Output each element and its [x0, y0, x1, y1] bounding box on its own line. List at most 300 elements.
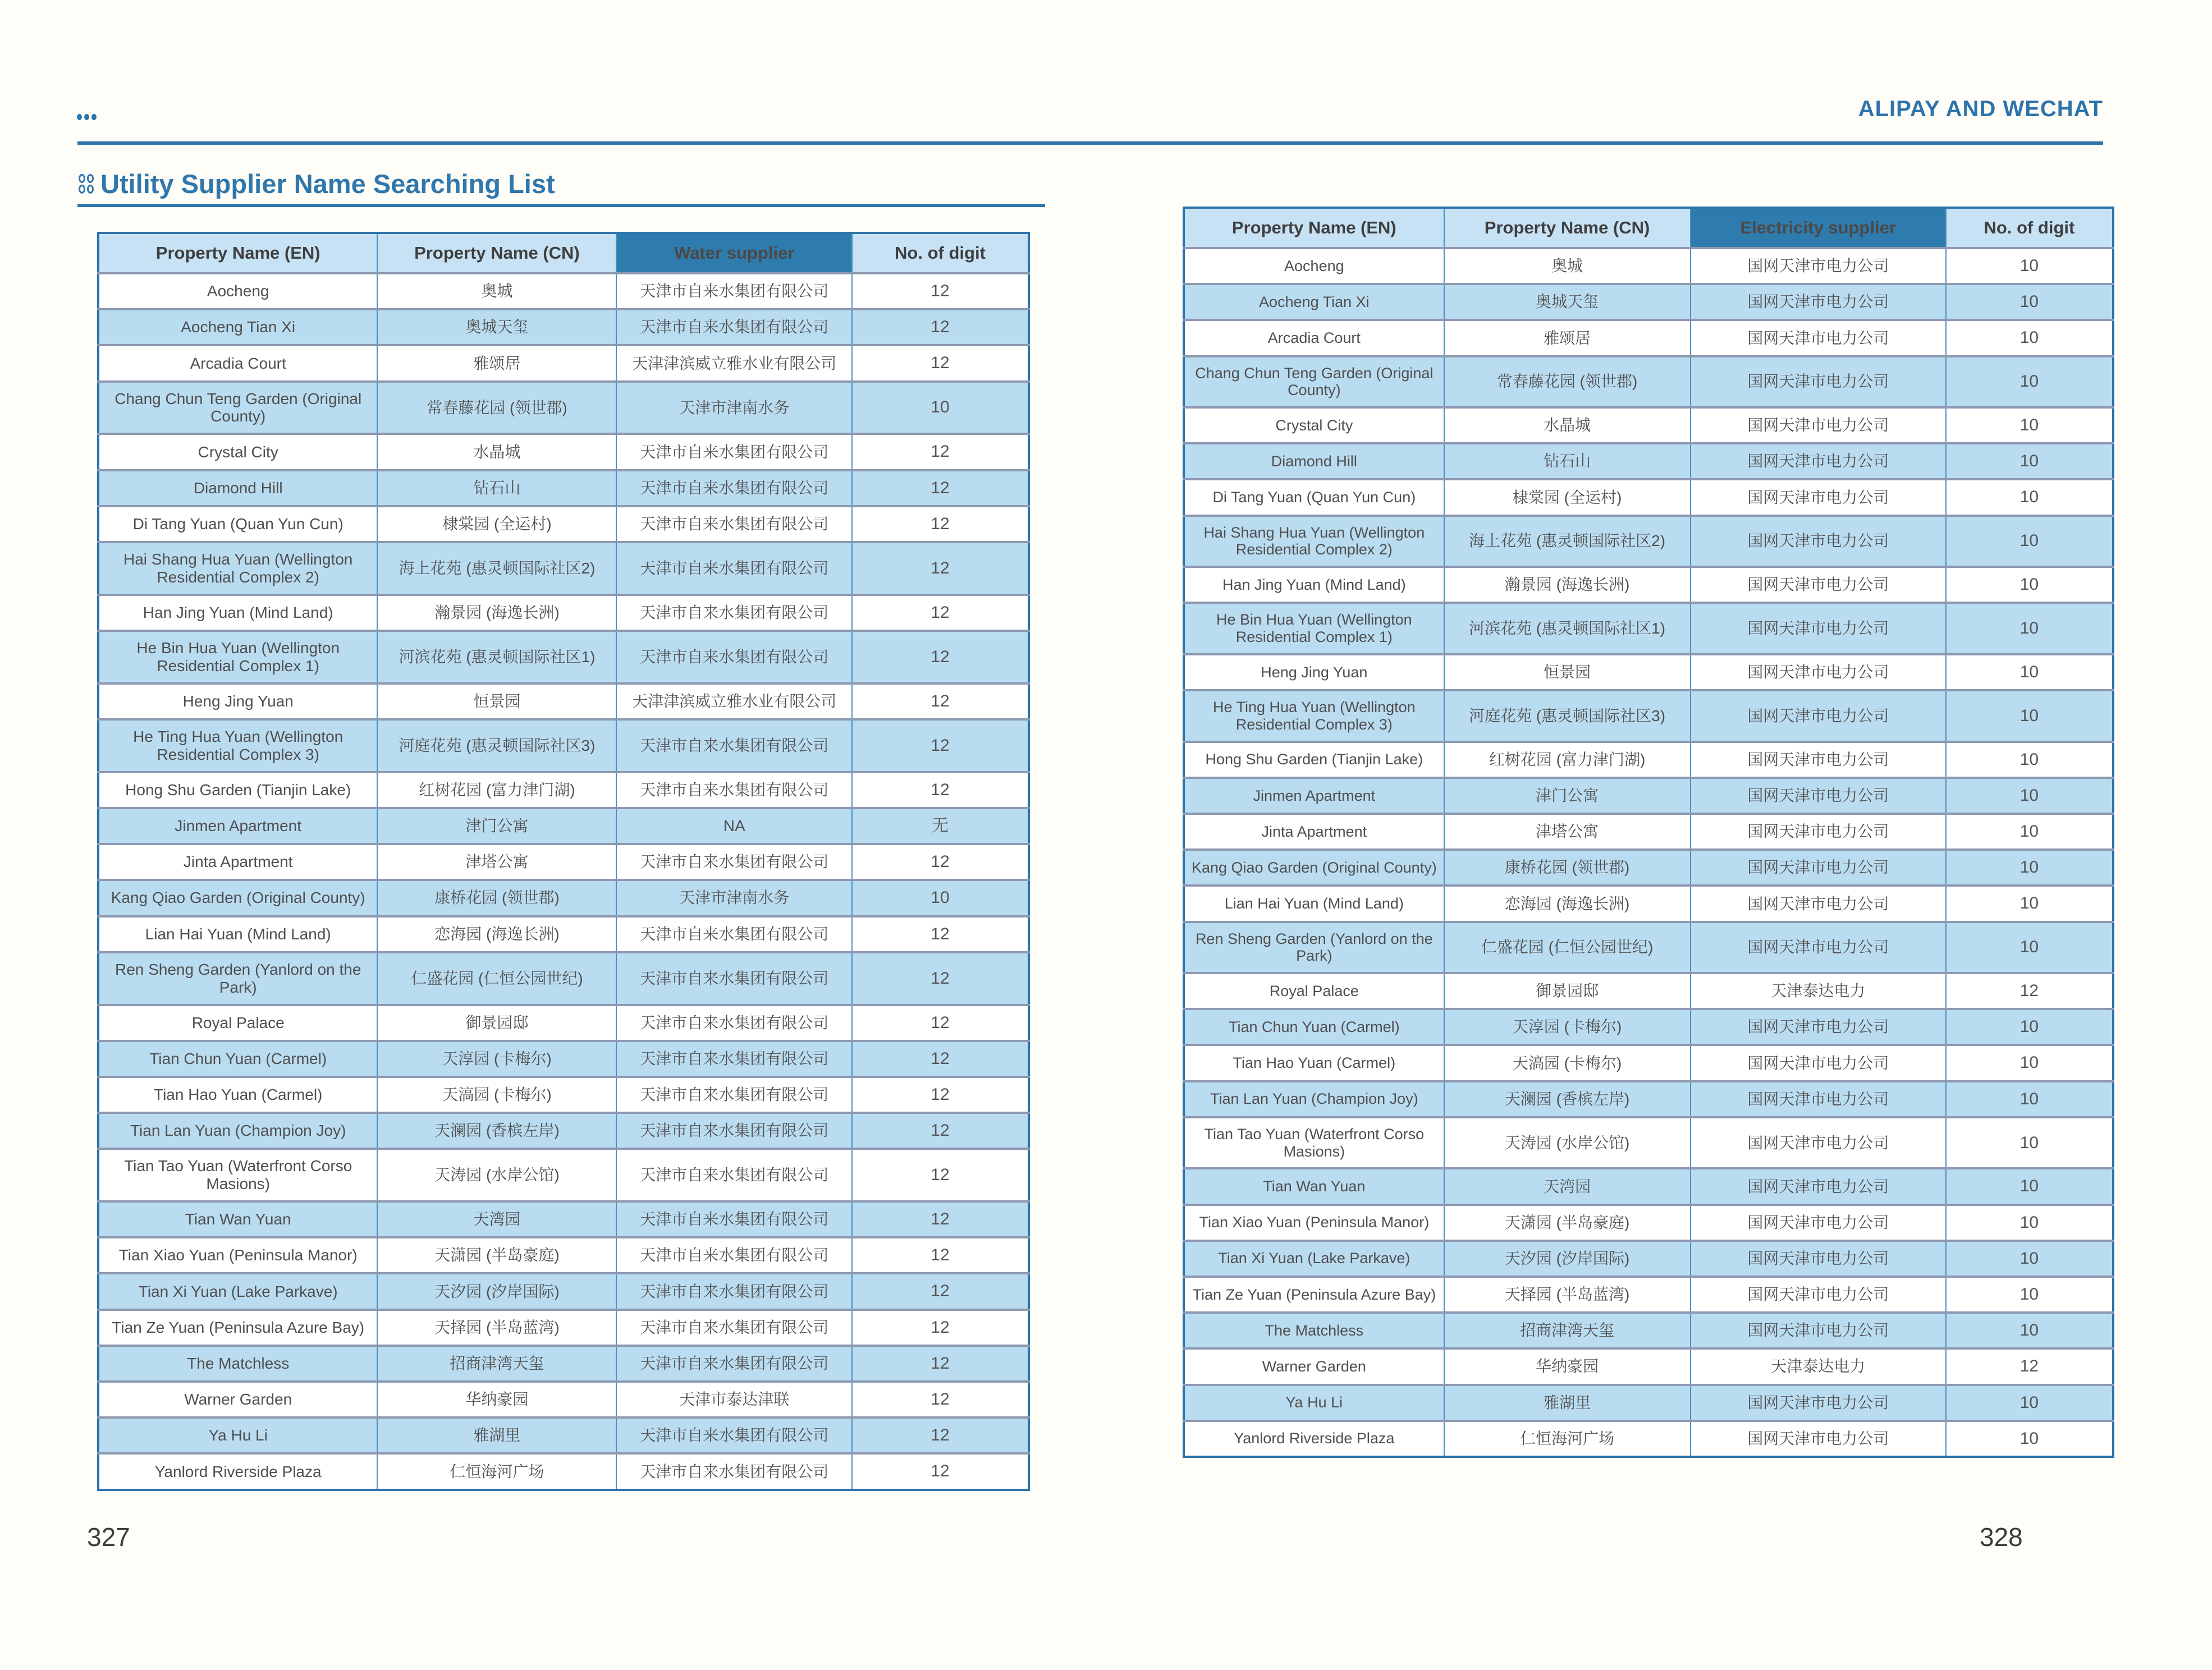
cell-property-en: Tian Chun Yuan (Carmel) [1184, 1009, 1444, 1045]
cell-supplier: 国网天津市电力公司 [1691, 886, 1946, 921]
cell-property-cn: 天澜园 (香槟左岸) [1444, 1081, 1691, 1117]
table-row [98, 542, 1029, 595]
table-row [1184, 284, 2113, 320]
cell-supplier: 国网天津市电力公司 [1691, 1421, 1946, 1457]
cell-digits: 12 [852, 470, 1029, 506]
cell-property-cn: 常春藤花园 (领世郡) [1444, 356, 1691, 408]
table-row [1184, 922, 2113, 974]
cell-property-en: Hong Shu Garden (Tianjin Lake) [98, 772, 377, 808]
cell-supplier: 天津市自来水集团有限公司 [616, 542, 851, 595]
table-row [98, 1149, 1029, 1201]
cell-property-cn: 恋海园 (海逸长洲) [1444, 886, 1691, 921]
cell-digits: 10 [1946, 778, 2113, 814]
cell-property-en: Tian Ze Yuan (Peninsula Azure Bay) [98, 1310, 377, 1346]
cell-property-cn: 棣棠园 (全运村) [1444, 479, 1691, 515]
page-number-left: 327 [87, 1522, 130, 1552]
table-row [98, 1237, 1029, 1273]
cell-supplier: 天津津滨威立雅水业有限公司 [616, 683, 851, 719]
cell-supplier: 天津市自来水集团有限公司 [616, 1149, 851, 1201]
cell-supplier: 国网天津市电力公司 [1691, 814, 1946, 850]
cell-supplier: 国网天津市电力公司 [1691, 1277, 1946, 1313]
cell-digits: 10 [1946, 1009, 2113, 1045]
cell-supplier: 国网天津市电力公司 [1691, 1241, 1946, 1277]
cell-property-cn: 天涛园 (水岸公馆) [1444, 1117, 1691, 1169]
table-row [98, 470, 1029, 506]
table-row [1184, 1421, 2113, 1457]
cell-supplier: 国网天津市电力公司 [1691, 407, 1946, 443]
table-row [98, 952, 1029, 1005]
table-row [1184, 443, 2113, 479]
table-row [98, 309, 1029, 345]
page-title: Utility Supplier Name Searching List [100, 169, 555, 199]
cell-supplier: 国网天津市电力公司 [1691, 567, 1946, 603]
cell-digits: 12 [852, 772, 1029, 808]
section-title-row [79, 168, 555, 199]
cell-supplier: 天津市津南水务 [616, 382, 851, 434]
cell-supplier: 天津泰达电力 [1691, 1348, 1946, 1384]
cell-property-en: Tian Tao Yuan (Waterfront Corso Masions) [98, 1149, 377, 1201]
table-row [98, 1077, 1029, 1113]
cell-property-en: Tian Ze Yuan (Peninsula Azure Bay) [1184, 1277, 1444, 1313]
cell-property-en: The Matchless [98, 1346, 377, 1382]
cell-property-cn: 河滨花苑 (惠灵顿国际社区1) [1444, 603, 1691, 654]
cell-digits: 10 [1946, 407, 2113, 443]
cell-digits: 12 [852, 1113, 1029, 1149]
cell-property-cn: 仁恒海河广场 [377, 1453, 616, 1489]
table-row [98, 880, 1029, 916]
cell-property-cn: 海上花苑 (惠灵顿国际社区2) [377, 542, 616, 595]
table-row [1184, 1117, 2113, 1169]
cell-property-cn: 河滨花苑 (惠灵顿国际社区1) [377, 631, 616, 683]
cell-digits: 无 [852, 808, 1029, 844]
table-row [98, 506, 1029, 542]
electricity-table-header [1184, 208, 2113, 248]
table-row [1184, 567, 2113, 603]
cell-property-cn: 天汐园 (汐岸国际) [1444, 1241, 1691, 1277]
table-row [98, 844, 1029, 880]
cell-property-cn: 华纳豪园 [377, 1382, 616, 1417]
cell-digits: 12 [852, 506, 1029, 542]
cell-digits: 10 [1946, 850, 2113, 886]
cell-property-en: Ren Sheng Garden (Yanlord on the Park) [1184, 922, 1444, 974]
table-row [1184, 778, 2113, 814]
cell-property-cn: 雅湖里 [377, 1417, 616, 1453]
cell-property-cn: 奥城 [377, 273, 616, 309]
column-header-supplier: Water supplier [616, 233, 851, 273]
cell-digits: 10 [1946, 567, 2113, 603]
header-row [98, 233, 1029, 273]
table-row [98, 772, 1029, 808]
table-row [98, 1417, 1029, 1453]
cell-digits: 10 [1946, 1117, 2113, 1169]
cell-supplier: 国网天津市电力公司 [1691, 690, 1946, 742]
cell-property-en: Aocheng Tian Xi [1184, 284, 1444, 320]
cell-property-cn: 天择园 (半岛蓝湾) [1444, 1277, 1691, 1313]
cell-digits: 10 [1946, 1277, 2113, 1313]
table-row [1184, 1277, 2113, 1313]
column-header-digits: No. of digit [852, 233, 1029, 273]
cell-property-cn: 天潇园 (半岛豪庭) [1444, 1205, 1691, 1241]
column-header-supplier: Electricity supplier [1691, 208, 1946, 248]
column-header-cn: Property Name (CN) [1444, 208, 1691, 248]
cell-digits: 10 [1946, 1313, 2113, 1348]
water-table-header [98, 233, 1029, 273]
cell-property-cn: 天湾园 [1444, 1168, 1691, 1204]
cell-property-cn: 奥城天玺 [1444, 284, 1691, 320]
header-row [1184, 208, 2113, 248]
cell-digits: 10 [1946, 320, 2113, 356]
cell-property-cn: 天涛园 (水岸公馆) [377, 1149, 616, 1201]
cell-supplier: 天津市自来水集团有限公司 [616, 952, 851, 1005]
cell-supplier: 天津市自来水集团有限公司 [616, 273, 851, 309]
cell-digits: 12 [852, 309, 1029, 345]
cell-supplier: 国网天津市电力公司 [1691, 1117, 1946, 1169]
table-row [1184, 1009, 2113, 1045]
cell-supplier: 天津市自来水集团有限公司 [616, 1077, 851, 1113]
cell-property-en: Hai Shang Hua Yuan (Wellington Residential Complex 2) [98, 542, 377, 595]
cell-property-cn: 奥城天玺 [377, 309, 616, 345]
cell-digits: 12 [852, 1453, 1029, 1489]
cell-property-en: Hai Shang Hua Yuan (Wellington Residential Complex 2) [1184, 516, 1444, 567]
table-row [1184, 320, 2113, 356]
cell-digits: 10 [1946, 690, 2113, 742]
cell-digits: 12 [852, 595, 1029, 631]
cell-digits: 10 [1946, 1385, 2113, 1421]
cell-digits: 12 [852, 719, 1029, 772]
cell-property-en: Han Jing Yuan (Mind Land) [98, 595, 377, 631]
table-row [1184, 1045, 2113, 1081]
cell-supplier: NA [616, 808, 851, 844]
cell-digits: 12 [852, 542, 1029, 595]
cell-digits: 12 [852, 683, 1029, 719]
table-row [98, 595, 1029, 631]
cell-property-cn: 天湾园 [377, 1201, 616, 1237]
cell-supplier: 国网天津市电力公司 [1691, 320, 1946, 356]
cell-digits: 12 [852, 631, 1029, 683]
cell-property-en: Chang Chun Teng Garden (Original County) [1184, 356, 1444, 408]
cell-property-cn: 钻石山 [1444, 443, 1691, 479]
cell-digits: 12 [852, 1077, 1029, 1113]
cell-property-en: Tian Hao Yuan (Carmel) [1184, 1045, 1444, 1081]
cell-property-en: Aocheng [1184, 248, 1444, 284]
cell-digits: 12 [852, 916, 1029, 952]
cell-supplier: 天津津滨威立雅水业有限公司 [616, 345, 851, 381]
cell-digits: 12 [852, 1149, 1029, 1201]
cell-property-en: Arcadia Court [98, 345, 377, 381]
cell-supplier: 天津市自来水集团有限公司 [616, 772, 851, 808]
cell-property-cn: 天滈园 (卡梅尔) [1444, 1045, 1691, 1081]
ellipsis-icon [77, 114, 97, 120]
cell-supplier: 天津市自来水集团有限公司 [616, 434, 851, 470]
cell-property-en: Tian Lan Yuan (Champion Joy) [1184, 1081, 1444, 1117]
table-row [1184, 1313, 2113, 1348]
table-row [1184, 407, 2113, 443]
cell-property-en: Aocheng [98, 273, 377, 309]
cell-property-cn: 仁盛花园 (仁恒公园世纪) [1444, 922, 1691, 974]
cell-supplier: 天津市自来水集团有限公司 [616, 1041, 851, 1077]
cell-property-en: He Ting Hua Yuan (Wellington Residential Complex 3) [98, 719, 377, 772]
cell-digits: 10 [1946, 443, 2113, 479]
cell-property-cn: 恒景园 [1444, 654, 1691, 690]
cell-digits: 10 [1946, 248, 2113, 284]
cell-property-en: Tian Chun Yuan (Carmel) [98, 1041, 377, 1077]
table-row [98, 382, 1029, 434]
cell-property-en: Heng Jing Yuan [1184, 654, 1444, 690]
cell-digits: 10 [1946, 284, 2113, 320]
cell-supplier: 国网天津市电力公司 [1691, 778, 1946, 814]
cell-property-cn: 常春藤花园 (领世郡) [377, 382, 616, 434]
cell-supplier: 国网天津市电力公司 [1691, 922, 1946, 974]
cell-digits: 12 [852, 1005, 1029, 1041]
cell-property-en: Tian Lan Yuan (Champion Joy) [98, 1113, 377, 1149]
cell-property-en: Heng Jing Yuan [98, 683, 377, 719]
cell-digits: 10 [1946, 1241, 2113, 1277]
cell-property-cn: 钻石山 [377, 470, 616, 506]
cell-supplier: 天津市自来水集团有限公司 [616, 1417, 851, 1453]
table-row [98, 345, 1029, 381]
cell-digits: 10 [1946, 479, 2113, 515]
table-row [98, 683, 1029, 719]
cell-property-cn: 水晶城 [377, 434, 616, 470]
cell-property-en: Arcadia Court [1184, 320, 1444, 356]
cell-property-en: Tian Wan Yuan [1184, 1168, 1444, 1204]
cell-digits: 10 [1946, 1081, 2113, 1117]
table-row [1184, 654, 2113, 690]
cell-property-cn: 津门公寓 [1444, 778, 1691, 814]
cell-supplier: 国网天津市电力公司 [1691, 516, 1946, 567]
cell-property-en: Tian Tao Yuan (Waterfront Corso Masions) [1184, 1117, 1444, 1169]
cell-property-en: Tian Xi Yuan (Lake Parkave) [1184, 1241, 1444, 1277]
cell-supplier: 天津市自来水集团有限公司 [616, 631, 851, 683]
cell-property-en: He Ting Hua Yuan (Wellington Residential Complex 3) [1184, 690, 1444, 742]
title-divider [77, 204, 1045, 207]
table-row [1184, 886, 2113, 921]
cell-supplier: 国网天津市电力公司 [1691, 479, 1946, 515]
cell-property-cn: 天潇园 (半岛豪庭) [377, 1237, 616, 1273]
cell-property-cn: 河庭花苑 (惠灵顿国际社区3) [1444, 690, 1691, 742]
cell-property-cn: 津塔公寓 [1444, 814, 1691, 850]
column-header-en: Property Name (EN) [98, 233, 377, 273]
cell-property-en: He Bin Hua Yuan (Wellington Residential Complex 1) [1184, 603, 1444, 654]
cell-property-en: Ren Sheng Garden (Yanlord on the Park) [98, 952, 377, 1005]
cell-digits: 10 [1946, 516, 2113, 567]
cell-digits: 10 [1946, 922, 2113, 974]
cell-digits: 10 [1946, 1045, 2113, 1081]
cell-property-cn: 雅颂居 [377, 345, 616, 381]
cell-supplier: 国网天津市电力公司 [1691, 1385, 1946, 1421]
cell-digits: 10 [1946, 1205, 2113, 1241]
cell-property-cn: 津塔公寓 [377, 844, 616, 880]
table-row [1184, 516, 2113, 567]
cell-property-en: Diamond Hill [1184, 443, 1444, 479]
cell-property-cn: 棣棠园 (全运村) [377, 506, 616, 542]
cell-digits: 12 [852, 1201, 1029, 1237]
table-row [1184, 1205, 2113, 1241]
cell-property-cn: 瀚景园 (海逸长洲) [377, 595, 616, 631]
cell-supplier: 国网天津市电力公司 [1691, 654, 1946, 690]
table-row [1184, 1385, 2113, 1421]
cell-supplier: 天津市自来水集团有限公司 [616, 1346, 851, 1382]
cell-property-cn: 津门公寓 [377, 808, 616, 844]
cell-property-cn: 河庭花苑 (惠灵顿国际社区3) [377, 719, 616, 772]
cell-supplier: 天津市自来水集团有限公司 [616, 916, 851, 952]
cell-supplier: 国网天津市电力公司 [1691, 1168, 1946, 1204]
cell-digits: 12 [852, 1237, 1029, 1273]
cell-supplier: 天津市自来水集团有限公司 [616, 595, 851, 631]
cell-digits: 12 [852, 1273, 1029, 1309]
cell-supplier: 天津市自来水集团有限公司 [616, 470, 851, 506]
cell-property-cn: 康桥花园 (领世郡) [1444, 850, 1691, 886]
cell-property-cn: 瀚景园 (海逸长洲) [1444, 567, 1691, 603]
cell-property-en: Tian Hao Yuan (Carmel) [98, 1077, 377, 1113]
table-row [1184, 1348, 2113, 1384]
cell-digits: 10 [1946, 1421, 2113, 1457]
cell-property-en: Diamond Hill [98, 470, 377, 506]
cell-supplier: 天津市自来水集团有限公司 [616, 1453, 851, 1489]
table-row [98, 434, 1029, 470]
table-row [98, 916, 1029, 952]
cell-supplier: 天津市津南水务 [616, 880, 851, 916]
electricity-table-body [1184, 248, 2113, 1457]
table-row [1184, 1168, 2113, 1204]
cell-digits: 12 [852, 1382, 1029, 1417]
page-number-right: 328 [1980, 1522, 2023, 1552]
cell-digits: 12 [1946, 1348, 2113, 1384]
cell-property-en: Royal Palace [1184, 973, 1444, 1009]
header-divider [77, 141, 2103, 145]
cell-supplier: 国网天津市电力公司 [1691, 443, 1946, 479]
cell-supplier: 天津市自来水集团有限公司 [616, 1113, 851, 1149]
cell-supplier: 天津市自来水集团有限公司 [616, 1201, 851, 1237]
table-row [98, 1453, 1029, 1489]
cell-property-en: Jinta Apartment [1184, 814, 1444, 850]
cell-digits: 10 [1946, 886, 2113, 921]
cell-property-en: Yanlord Riverside Plaza [1184, 1421, 1444, 1457]
grid-rings-icon [79, 174, 94, 194]
cell-property-en: Chang Chun Teng Garden (Original County) [98, 382, 377, 434]
cell-property-en: Jinmen Apartment [98, 808, 377, 844]
cell-property-cn: 天汐园 (汐岸国际) [377, 1273, 616, 1309]
cell-supplier: 国网天津市电力公司 [1691, 603, 1946, 654]
cell-digits: 12 [852, 1346, 1029, 1382]
cell-property-en: The Matchless [1184, 1313, 1444, 1348]
table-row [1184, 479, 2113, 515]
cell-digits: 10 [1946, 356, 2113, 408]
cell-digits: 10 [852, 382, 1029, 434]
cell-digits: 10 [1946, 742, 2113, 778]
cell-property-cn: 天淳园 (卡梅尔) [377, 1041, 616, 1077]
table-row [98, 808, 1029, 844]
cell-property-en: Lian Hai Yuan (Mind Land) [1184, 886, 1444, 921]
table-row [98, 1273, 1029, 1309]
cell-digits: 12 [852, 273, 1029, 309]
cell-property-cn: 奥城 [1444, 248, 1691, 284]
cell-supplier: 天津泰达电力 [1691, 973, 1946, 1009]
table-row [1184, 603, 2113, 654]
cell-supplier: 天津市自来水集团有限公司 [616, 719, 851, 772]
cell-digits: 12 [852, 1417, 1029, 1453]
cell-property-cn: 天淳园 (卡梅尔) [1444, 1009, 1691, 1045]
cell-property-en: Tian Xiao Yuan (Peninsula Manor) [1184, 1205, 1444, 1241]
table-row [1184, 1241, 2113, 1277]
cell-property-cn: 华纳豪园 [1444, 1348, 1691, 1384]
cell-property-cn: 红树花园 (富力津门湖) [1444, 742, 1691, 778]
cell-property-en: Di Tang Yuan (Quan Yun Cun) [98, 506, 377, 542]
cell-supplier: 国网天津市电力公司 [1691, 1081, 1946, 1117]
cell-supplier: 天津市自来水集团有限公司 [616, 844, 851, 880]
cell-property-en: Hong Shu Garden (Tianjin Lake) [1184, 742, 1444, 778]
cell-property-cn: 红树花园 (富力津门湖) [377, 772, 616, 808]
cell-property-en: He Bin Hua Yuan (Wellington Residential Complex 1) [98, 631, 377, 683]
cell-property-en: Warner Garden [1184, 1348, 1444, 1384]
table-row [1184, 356, 2113, 408]
cell-supplier: 天津市自来水集团有限公司 [616, 1273, 851, 1309]
cell-supplier: 国网天津市电力公司 [1691, 1045, 1946, 1081]
cell-property-cn: 仁盛花园 (仁恒公园世纪) [377, 952, 616, 1005]
column-header-digits: No. of digit [1946, 208, 2113, 248]
water-table-body [98, 273, 1029, 1490]
cell-property-en: Jinta Apartment [98, 844, 377, 880]
cell-property-en: Tian Xiao Yuan (Peninsula Manor) [98, 1237, 377, 1273]
cell-property-en: Han Jing Yuan (Mind Land) [1184, 567, 1444, 603]
cell-property-en: Crystal City [1184, 407, 1444, 443]
table-row [98, 1005, 1029, 1041]
cell-supplier: 天津市自来水集团有限公司 [616, 506, 851, 542]
table-row [98, 273, 1029, 309]
cell-digits: 12 [852, 345, 1029, 381]
cell-property-en: Warner Garden [98, 1382, 377, 1417]
cell-property-en: Tian Xi Yuan (Lake Parkave) [98, 1273, 377, 1309]
cell-property-en: Jinmen Apartment [1184, 778, 1444, 814]
cell-digits: 12 [852, 434, 1029, 470]
cell-property-en: Tian Wan Yuan [98, 1201, 377, 1237]
cell-digits: 10 [1946, 1168, 2113, 1204]
cell-property-cn: 康桥花园 (领世郡) [377, 880, 616, 916]
cell-digits: 12 [852, 1041, 1029, 1077]
cell-digits: 10 [1946, 603, 2113, 654]
table-row [1184, 814, 2113, 850]
table-row [98, 1113, 1029, 1149]
table-row [98, 631, 1029, 683]
cell-supplier: 天津市自来水集团有限公司 [616, 309, 851, 345]
cell-property-cn: 招商津湾天玺 [377, 1346, 616, 1382]
table-row [98, 1346, 1029, 1382]
table-row [1184, 248, 2113, 284]
cell-property-en: Lian Hai Yuan (Mind Land) [98, 916, 377, 952]
table-row [1184, 973, 2113, 1009]
cell-supplier: 天津市自来水集团有限公司 [616, 1237, 851, 1273]
cell-property-cn: 天澜园 (香槟左岸) [377, 1113, 616, 1149]
cell-property-cn: 天滈园 (卡梅尔) [377, 1077, 616, 1113]
cell-digits: 10 [1946, 654, 2113, 690]
cell-property-en: Aocheng Tian Xi [98, 309, 377, 345]
cell-supplier: 天津市泰达津联 [616, 1382, 851, 1417]
cell-property-en: Crystal City [98, 434, 377, 470]
table-row [98, 1041, 1029, 1077]
cell-property-cn: 御景园邸 [377, 1005, 616, 1041]
column-header-cn: Property Name (CN) [377, 233, 616, 273]
table-row [1184, 1081, 2113, 1117]
cell-supplier: 国网天津市电力公司 [1691, 1009, 1946, 1045]
cell-property-cn: 仁恒海河广场 [1444, 1421, 1691, 1457]
cell-digits: 12 [852, 1310, 1029, 1346]
cell-supplier: 国网天津市电力公司 [1691, 742, 1946, 778]
table-row [1184, 690, 2113, 742]
table-row [1184, 850, 2113, 886]
cell-property-cn: 天择园 (半岛蓝湾) [377, 1310, 616, 1346]
cell-digits: 10 [852, 880, 1029, 916]
table-row [1184, 742, 2113, 778]
